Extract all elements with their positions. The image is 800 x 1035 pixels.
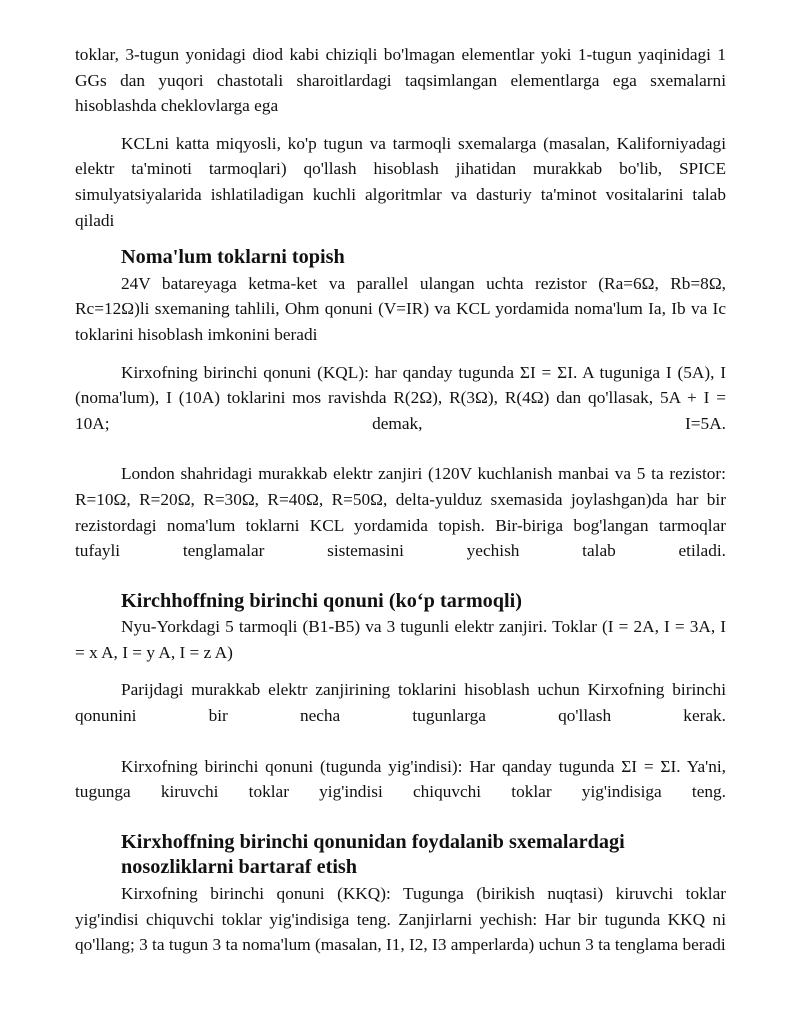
heading-unknown-currents: Noma'lum toklarni topish (121, 246, 345, 269)
spacer (75, 348, 726, 360)
spacer (75, 805, 726, 830)
spacer (75, 233, 726, 245)
paragraph-paris-circuit: Parijdagi murakkab elektr zanjirining toklarini hisoblash uchun Kirxofning birinchi qonunini bir necha tugunlarga qo'llash kerak. (75, 680, 726, 726)
paragraph-kcl-limitations: toklar, 3-tugun yonidagi diod kabi chiziqli bo'lmagan elementlar yoki 1-tugun yaqinidagi 1 GGs dan yuqori chastotali sharoitlardagi taqsimlangan elementlarga ega sxemalarni hisoblashda cheklovlarga ega (75, 45, 726, 116)
paragraph-node-sum: Kirxofning birinchi qonuni (tugunda yig'indisi): Har qanday tugunda ΣI = ΣI. Ya'ni, tugunga kiruvchi toklar yig'indisi chiquvchi toklar yig'indisiga teng. (75, 756, 726, 802)
heading-troubleshooting: Kirxhoffning birinchi qonunidan foydalanib sxemalardagi nosozliklarni bartaraf etish (121, 830, 625, 879)
spacer (75, 564, 726, 589)
paragraph-kkq-solving: Kirxofning birinchi qonuni (KKQ): Tugunga (birikish nuqtasi) kiruvchi toklar yig'indisi chiquvchi toklar yig'indisiga teng. Zanjirlarni yechish: Har bir tugunda KKQ ni qo'llang; 3 ta tugun 3 ta noma'lum (masalan, I1, I2, I3 amperlarda) uchun 3 ta tenglama beradi (75, 884, 726, 955)
spacer (75, 119, 726, 131)
paragraph-resistor-analysis: 24V batareyaga ketma-ket va parallel ulangan uchta rezistor (Ra=6Ω, Rb=8Ω, Rc=12Ω)li sxemaning tahlili, Ohm qonuni (V=IR) va KCL yordamida noma'lum Ia, Ib va Ic toklarini hisoblash imkonini beradi (75, 273, 726, 344)
heading-kirchhoff-multi-branch: Kirchhoffning birinchi qonuni (ko‘p tarmoqli) (121, 589, 523, 612)
paragraph-new-york-circuit: Nyu-Yorkdagi 5 tarmoqli (B1-B5) va 3 tugunli elektr zanjiri. Toklar (I = 2A, I = 3A, I = x A, I = y A, I = z A) (75, 617, 726, 662)
paragraph-london-circuit: London shahridagi murakkab elektr zanjiri (120V kuchlanish manbai va 5 ta rezistor: R=10Ω, R=20Ω, R=30Ω, R=40Ω, R=50Ω, delta-yulduz sxemasida joylashgan)da har bir rezistordagi noma'lum toklarni KCL yordamida topish. Bir-biriga bog'langan tarmoqlar tufayli tenglamalar sistemasini yechish talab etiladi. (75, 464, 726, 561)
spacer (75, 729, 726, 754)
document-page (75, 42, 726, 958)
spacer (75, 436, 726, 461)
paragraph-kcl-large-scale: KCLni katta miqyosli, ko'p tugun va tarmoqli sxemalarga (masalan, Kaliforniyadagi elektr ta'minoti tarmoqlari) qo'llash hisoblash jihatidan murakkab bo'lib, SPICE simulyatsiyalarida ishlatiladigan kuchli algoritmlar va dasturiy ta'minot vositalarini talab qiladi (75, 133, 726, 230)
paragraph-kql-example: Kirxofning birinchi qonuni (KQL): har qanday tugunda ΣI = ΣI. A tuguniga I (5A), I (noma'lum), I (10A) toklarini mos ravishda R(2Ω), R(3Ω), R(4Ω) dan qo'llasak, 5A + I = 10A; demak, I=5A. (75, 362, 726, 433)
spacer (75, 665, 726, 677)
